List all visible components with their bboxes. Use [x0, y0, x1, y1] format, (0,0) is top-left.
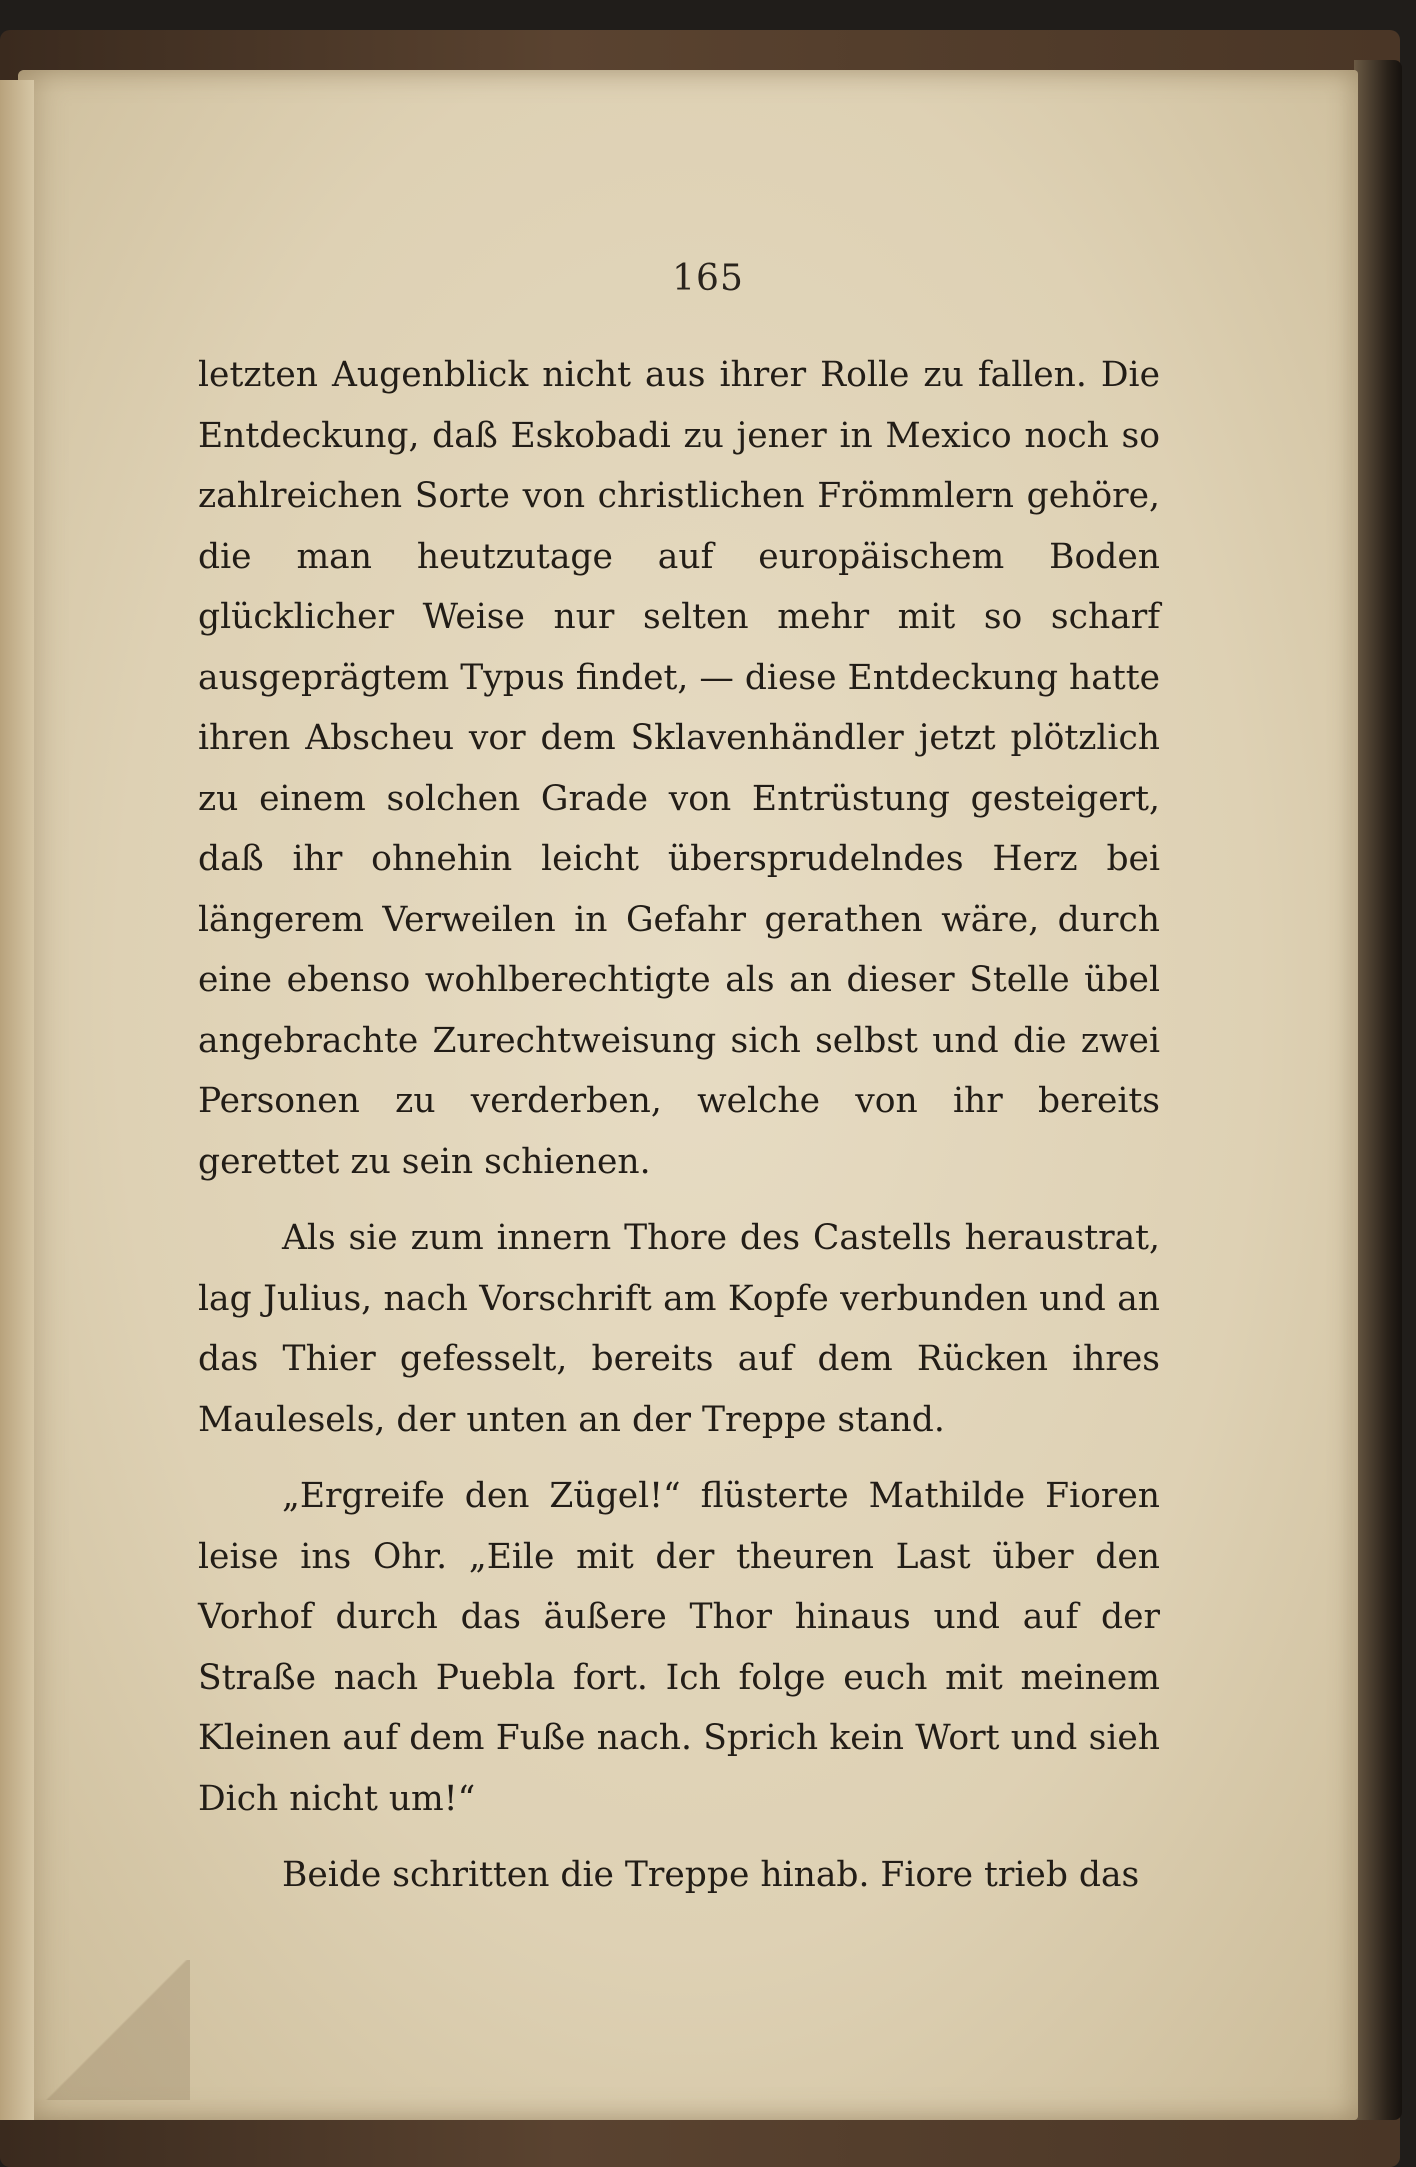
body-text	[198, 345, 1160, 1906]
page-gutter	[0, 80, 34, 2120]
paragraph-4: Beide schritten die Treppe hinab. Fiore trieb das	[282, 1855, 1140, 1895]
paragraph-1: letzten Augenblick nicht aus ihrer Rolle zu fallen. Die Entdeckung, daß Eskobadi zu jener in Mexico noch so zahlreichen Sorte von christlichen Frömmlern gehöre, die man heutzutage auf europäischem Boden glücklicher Weise nur selten mehr mit so scharf ausgeprägtem Typus findet, — diese Entdeckung hatte ihren Abscheu vor dem Sklavenhändler jetzt plötzlich zu einem solchen Grade von Entrüstung gesteigert, daß ihr ohnehin leicht übersprudelndes Herz bei längerem Verweilen in Gefahr gerathen wäre, durch eine ebenso wohlberechtigte als an dieser Stelle übel angebrachte Zurechtweisung sich selbst und die zwei Personen zu verderben, welche von ihr bereits gerettet zu sein schienen.	[198, 355, 1160, 1182]
paragraph-2: Als sie zum innern Thore des Castells heraustrat, lag Julius, nach Vorschrift am Kopfe verbunden und an das Thier gefesselt, bereits auf dem Rücken ihres Maulesels, der unten an der Treppe stand.	[198, 1218, 1160, 1440]
book-cover-edge	[1354, 60, 1402, 2120]
page-corner-fold	[40, 1960, 190, 2100]
page-number: 165	[672, 258, 744, 299]
paragraph-3: „Ergreife den Zügel!“ flüsterte Mathilde Fioren leise ins Ohr. „Eile mit der theuren Last über den Vorhof durch das äußere Thor hinaus und auf der Straße nach Puebla fort. Ich folge euch mit meinem Kleinen auf dem Fuße nach. Sprich kein Wort und sieh Dich nicht um!“	[198, 1476, 1160, 1819]
